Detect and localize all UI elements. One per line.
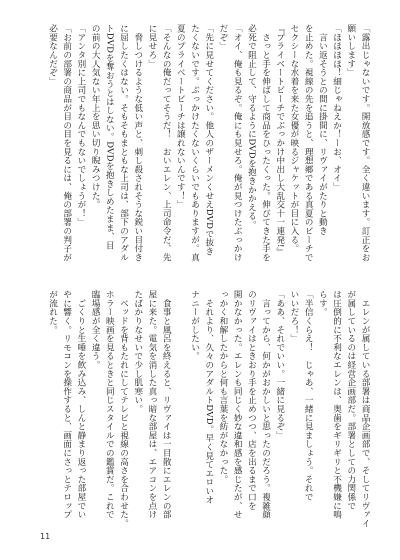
text-line: 「露出じゃないです。開放感です。全く違います。訂正をお [360,24,370,262]
text-line: 「オイ、俺も見るぞ。俺にも見せろ。俺が見つけたぶっかけ [232,24,243,262]
text-line: 「アンタ別に上司でもなんでもないでしょうが！」 [75,24,86,227]
text-line: やに響く。リモコンを操作すると、画面にさっとテロップ [61,290,72,519]
text-line: いいだろ！」 [288,290,299,343]
text-line: っかく和解したからと何も言葉を紡がなかった。 [217,290,228,484]
text-line: に屈したくはない。そもそもまともな上司は、部下のアダル [118,24,129,262]
text-line: 『プライベートビーチでぶっかけ中出し大乱交十一連発!』 [274,24,285,257]
text-line: エレンが属している部署は商品企画部で、そしてリヴァイ [360,290,370,528]
text-line: 必要なんだぞ」 [47,24,58,86]
text-line: 脅しつけるような低い声と、刺し殺されそうな鋭い目付き [132,24,143,262]
text-line: 「半信くらえ！ じゃあ、一緒に見ましょう。それで [303,290,314,502]
text-line: トDVDを奪おうとはしない。DVDを抱きしめたまま、目 [104,24,115,250]
text-line: 必死で阻止して、守るようにDVDを抱きかかえる。 [246,24,257,230]
text-line: 「お前の部署の商品が目の目を見るには、俺の部署の判子が [61,24,72,262]
text-line: 言い返そうとの間に掛間に、リヴァイがたりと動き [317,24,328,236]
text-line: を止めた。視線の先を追うと、理想郷である真夏のビーチで [303,24,314,262]
text-line: 食事と風呂を終えると、リヴァイは一目散にエレンの部 [161,290,172,519]
text-line: らす。 [317,290,328,317]
text-line: 屋に来た。電気を消した真っ暗な部屋は、エアコンを点け [146,290,157,519]
text-line: 「ああ、それでいい。一緒に見るぞ」 [274,290,285,440]
text-line: 言ってから、何かがおかしいと思ったのだろう。複雑顔 [260,290,271,519]
text-line: ナニーがしたい。 [189,290,200,361]
text-line: の前の大人気ない年上を思い切り睨みつけた。 [90,24,101,209]
text-line: 夏のプライベートビーチは譲れないんです！」 [175,24,186,209]
text-line: ベッドを背もたれにしてテレビと視線の高さを合わせた。 [118,290,129,528]
upper-text-block [47,24,372,276]
text-line [173,290,187,508]
text-line: が属しているのは経営企画部だ。部署としての力関係で [345,290,356,510]
text-line: ホラー映画を見るときと同じスタイルでの鑑賞だ。これで [104,290,115,519]
text-line: 「そんなの俺だってそうだ！ おいエレン、上司命令だ、先 [161,24,172,262]
page-number: 11 [40,532,51,541]
text-line: たばかりなせいで少し肌寒い。 [132,290,143,414]
text-line: たくないです。ぶっかけたくないくらいでもありますが。真 [189,24,200,262]
text-line: 開かなかった。エレンも同じく妙な違和感を感じたが、せ [232,290,243,519]
text-line: 「先に見せてください。他人のザーメンくせえDVDで抜き [203,24,214,256]
text-line: 臨場感が全く違う。 [90,290,101,370]
text-line: のリヴァイはときおり手を止めつつ、店を出るまで口を [246,290,257,510]
text-line: それより、久々のアダルトDVD。早く見てエロいオ [203,290,214,505]
text-line: ごくりと生唾を飲み込み、しんと静まり返った部屋でい [75,290,86,519]
text-line: 願いします」 [345,24,356,77]
text-line: 「ほほほほ！細じゃねえか！ーお、オイ」 [331,24,342,192]
lower-text-block [47,290,372,528]
text-line: は圧倒的に不利なエレンは、奥歯をギリギリと不機嫌に鳴 [331,290,342,519]
text-line: だぞ」 [217,24,228,51]
text-line: セクシーな水着を来た女優が映るジャケットが目に入る。 [288,24,299,253]
text-line: が流れた。 [47,290,58,334]
text-line: に見せろ」 [146,24,157,68]
text-line: さっと手を伸ばして商品をひったくった。伸びてきた手を [260,24,271,262]
